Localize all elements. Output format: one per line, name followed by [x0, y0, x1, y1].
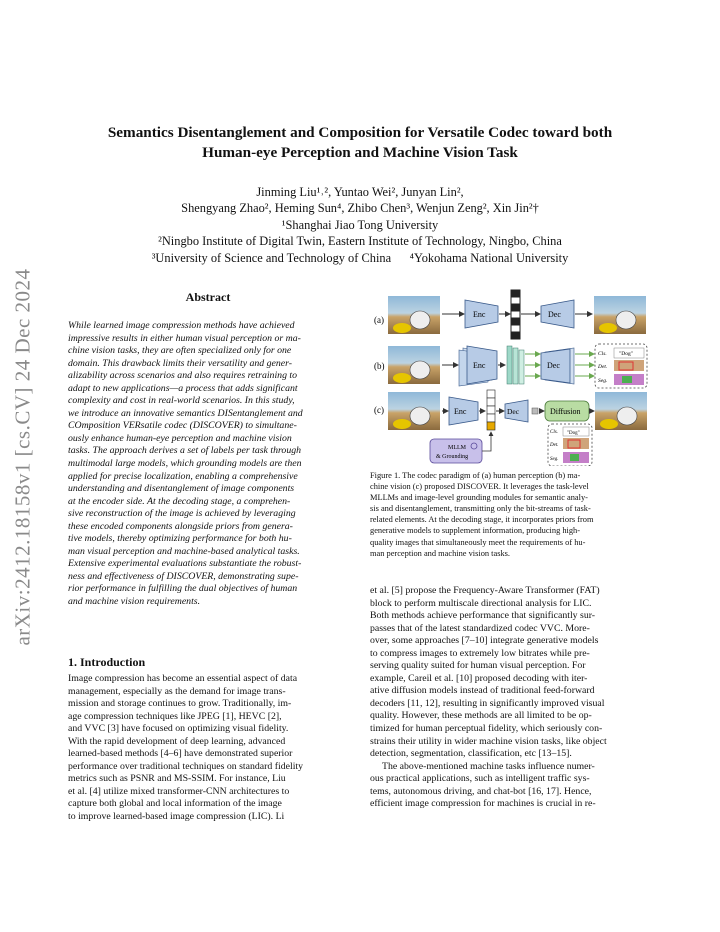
- diffusion-label: Diffusion: [550, 407, 581, 416]
- codec-paradigm-diagram: [370, 286, 652, 466]
- title-line-2: Human-eye Perception and Machine Vision Task: [202, 144, 518, 161]
- row-label-c: (c): [374, 405, 384, 415]
- intro-line: performance over traditional techniques on standard fidelity: [68, 760, 304, 772]
- abstract-line: applied for precise localization, enabling a comprehensive: [68, 470, 298, 482]
- body-line: ative diffusion models instead of traditional feed-forward: [370, 685, 595, 697]
- intro-line: metrics such as PSNR and MS-SSIM. For instance, Liu: [68, 773, 286, 785]
- mllm-label-line2: & Grounding: [436, 454, 469, 460]
- input-image-a: [388, 296, 440, 334]
- abstract-line: While learned image compression methods have achieved: [68, 320, 295, 331]
- arxiv-sidebar-stamp: [2, 247, 44, 667]
- caption-line: sis and disentanglement, transmitting only the bit-streams of task-: [370, 504, 591, 514]
- intro-line: mission and storage continues to grow. Traditionally, im-: [68, 698, 292, 710]
- mllm-label-line1: MLLM: [448, 445, 466, 451]
- seg-label-c: Seg.: [550, 457, 559, 462]
- abstract-line: tive models, thereby optimizing performance for both hu-: [68, 533, 292, 545]
- caption-line: man perception and machine vision tasks.: [370, 548, 511, 558]
- abstract-line: complexity and cost in real-world scenarios. In this study,: [68, 395, 295, 407]
- caption-line: related elements. At the decoding stage, it incorporates priors from: [370, 515, 594, 525]
- abstract-line: COmposition VERsatile codec (DISCOVER) to simultane-: [68, 420, 297, 432]
- abstract-line: tasks. The approach derives a set of labels per task through: [68, 445, 302, 457]
- dec-label-b: Dec: [547, 361, 560, 370]
- caption-line: MLLMs and image-level grounding modules for semantic analy-: [370, 493, 588, 503]
- abstract-line: impressive results in either human visual perception or ma-: [68, 332, 301, 344]
- row-label-b: (b): [374, 361, 385, 371]
- abstract-line: we introduce an innovative semantics DISentanglement and: [68, 407, 303, 419]
- intro-line: management, especially as the demand for image trans-: [68, 685, 286, 697]
- feature-streams-b: [507, 346, 524, 384]
- mllm-grounding-block: [430, 439, 482, 463]
- body-line: over, some approaches [7–10] integrate generative models: [370, 635, 599, 647]
- det-label-c: Det.: [550, 443, 559, 448]
- dog-label-c: "Dog": [567, 431, 580, 436]
- abstract-line: alizability across scenarios and also requires retraining to: [68, 370, 298, 382]
- figure-1-caption: [370, 470, 652, 559]
- det-label-b: Det.: [598, 364, 608, 370]
- task-outputs-c: [548, 424, 592, 466]
- intro-line: age compression techniques like JPEG [1], HEVC [2],: [68, 710, 282, 722]
- dec-label-c: Dec: [507, 407, 520, 416]
- paper-title: [60, 123, 660, 163]
- bitstream-c: [487, 390, 495, 430]
- affiliation-2: ²Ningbo Institute of Digital Twin, Eastern Institute of Technology, Ningbo, China: [158, 234, 562, 249]
- output-image-a: [594, 296, 646, 334]
- cls-label-c: Cls.: [550, 430, 558, 435]
- enc-label-b: Enc: [473, 361, 486, 370]
- title-line-1: Semantics Disentanglement and Composition for Versatile Codec toward both: [107, 124, 613, 141]
- introduction-body: [68, 673, 348, 824]
- intro-line: capture both global and local information of the image: [68, 798, 282, 810]
- cls-label-b: Cls.: [598, 351, 607, 357]
- dec-label-a: Dec: [548, 310, 561, 319]
- intro-line: and VVC [3] have focused on optimizing visual fidelity.: [68, 723, 289, 735]
- right-column-body: [370, 585, 652, 811]
- input-image-c: [388, 392, 440, 430]
- body-line: quality. However, these methods are all limited to be op-: [370, 710, 592, 722]
- body-line: block to perform multiscale directional analysis for LIC.: [370, 597, 592, 609]
- intro-line: With the rapid development of deep learning, advanced: [68, 735, 286, 747]
- abstract-line: ously enhance human-eye perception and machine vision: [68, 432, 292, 444]
- abstract-line: and machine vision requirements.: [68, 596, 201, 608]
- abstract-body: [68, 320, 348, 609]
- body-line: strains their utility in wider machine vision tasks, like object: [370, 735, 607, 747]
- body-line: to compress images to extremely low bitrates while pre-: [370, 647, 590, 659]
- input-image-b: [388, 346, 440, 384]
- body-line: example, Careil et al. [10] proposed decoding with iter-: [370, 672, 588, 684]
- body-line: detection, segmentation, classification, etc [13–15].: [370, 748, 572, 760]
- body-line: timized for human perceptual fidelity, which seriously con-: [370, 723, 603, 735]
- body-line: serving quality suited for human visual perception. For: [370, 660, 586, 672]
- body-line: The above-mentioned machine tasks influence numer-: [382, 760, 595, 772]
- intro-line: learned-based methods [4–6] have demonstrated superior: [68, 748, 293, 760]
- authors-line-2: Shengyang Zhao², Heming Sun⁴, Zhibo Chen³, Wenjun Zeng², Xin Jin²†: [181, 201, 539, 216]
- abstract-line: Extensive experimental evaluations substantiate the robust-: [68, 558, 302, 570]
- row-label-a: (a): [374, 315, 384, 325]
- intro-line: Image compression has become an essential aspect of data: [68, 673, 298, 684]
- caption-line: quality images that simultaneously meet the requirements of hu-: [370, 537, 586, 547]
- abstract-line: rior performance in fulfilling the dual objectives of human: [68, 583, 298, 595]
- authors-line-1: Jinming Liu¹˒², Yuntao Wei², Junyan Lin²,: [256, 185, 464, 199]
- body-line: ous practical applications, such as intelligent traffic sys-: [370, 773, 590, 785]
- abstract-line: multimodal large models, which grounding models are then: [68, 458, 302, 470]
- output-image-c: [595, 392, 647, 430]
- seg-label-b: Seg.: [598, 378, 608, 384]
- task-outputs-b: [595, 344, 647, 388]
- abstract-line: adapt to new applications—a process that adds significant: [68, 382, 298, 394]
- enc-label-a: Enc: [473, 310, 486, 319]
- abstract-line: at the encoder side. At the decoding stage, a comprehen-: [68, 495, 291, 507]
- caption-line: generative models to supplement information, producing high-: [370, 526, 581, 536]
- abstract-line: domain. This drawback limits their versatility and gener-: [68, 357, 293, 369]
- author-block: [60, 184, 660, 266]
- abstract-line: sive reconstruction of the image is achieved by leveraging: [68, 508, 296, 520]
- body-line: tems, autonomous driving, and chat-bot [16, 17]. Hence,: [370, 785, 592, 797]
- affiliation-3: ³University of Science and Technology of China ⁴Yokohama National University: [151, 250, 569, 265]
- caption-line: chine vision (c) proposed DISCOVER. It leverages the task-level: [370, 482, 589, 492]
- abstract-line: chine vision tasks, they are often specialized only for one: [68, 345, 292, 357]
- caption-line: Figure 1. The codec paradigm of (a) human perception (b) ma-: [370, 471, 581, 480]
- bitstream-a: [511, 290, 520, 339]
- section-heading-introduction: 1. Introduction: [68, 655, 146, 669]
- abstract-line: man visual perception and machine-based analytical tasks.: [68, 545, 300, 557]
- body-line: decoders [11, 12], resulting in significantly improved visual: [370, 697, 605, 709]
- arxiv-id: arXiv:2412.18158v1 [cs.CV] 24 Dec 2024: [10, 268, 35, 646]
- figure-1: [370, 286, 652, 466]
- intro-line: to improve learned-based image compression (LIC). Li: [68, 811, 285, 823]
- body-line: et al. [5] propose the Frequency-Aware Transformer (FAT): [370, 585, 600, 596]
- intro-line: et al. [4] utilize mixed transformer-CNN architectures to: [68, 785, 290, 797]
- dog-label-b: "Dog": [619, 351, 633, 357]
- abstract-heading: Abstract: [185, 290, 231, 304]
- abstract-line: ness and effectiveness of DISCOVER, demonstrating supe-: [68, 570, 299, 582]
- abstract-line: understanding and disentanglement of image components: [68, 483, 295, 495]
- body-line: passes that of the latest standardized codec VVC. More-: [370, 622, 590, 634]
- body-line: efficient image compression for machines is crucial in re-: [370, 798, 596, 810]
- abstract-line: these encoded components alongside priors from genera-: [68, 520, 293, 532]
- enc-label-c: Enc: [454, 407, 467, 416]
- affiliation-1: ¹Shanghai Jiao Tong University: [281, 217, 439, 232]
- body-line: Both methods achieve performance that significantly sur-: [370, 610, 596, 622]
